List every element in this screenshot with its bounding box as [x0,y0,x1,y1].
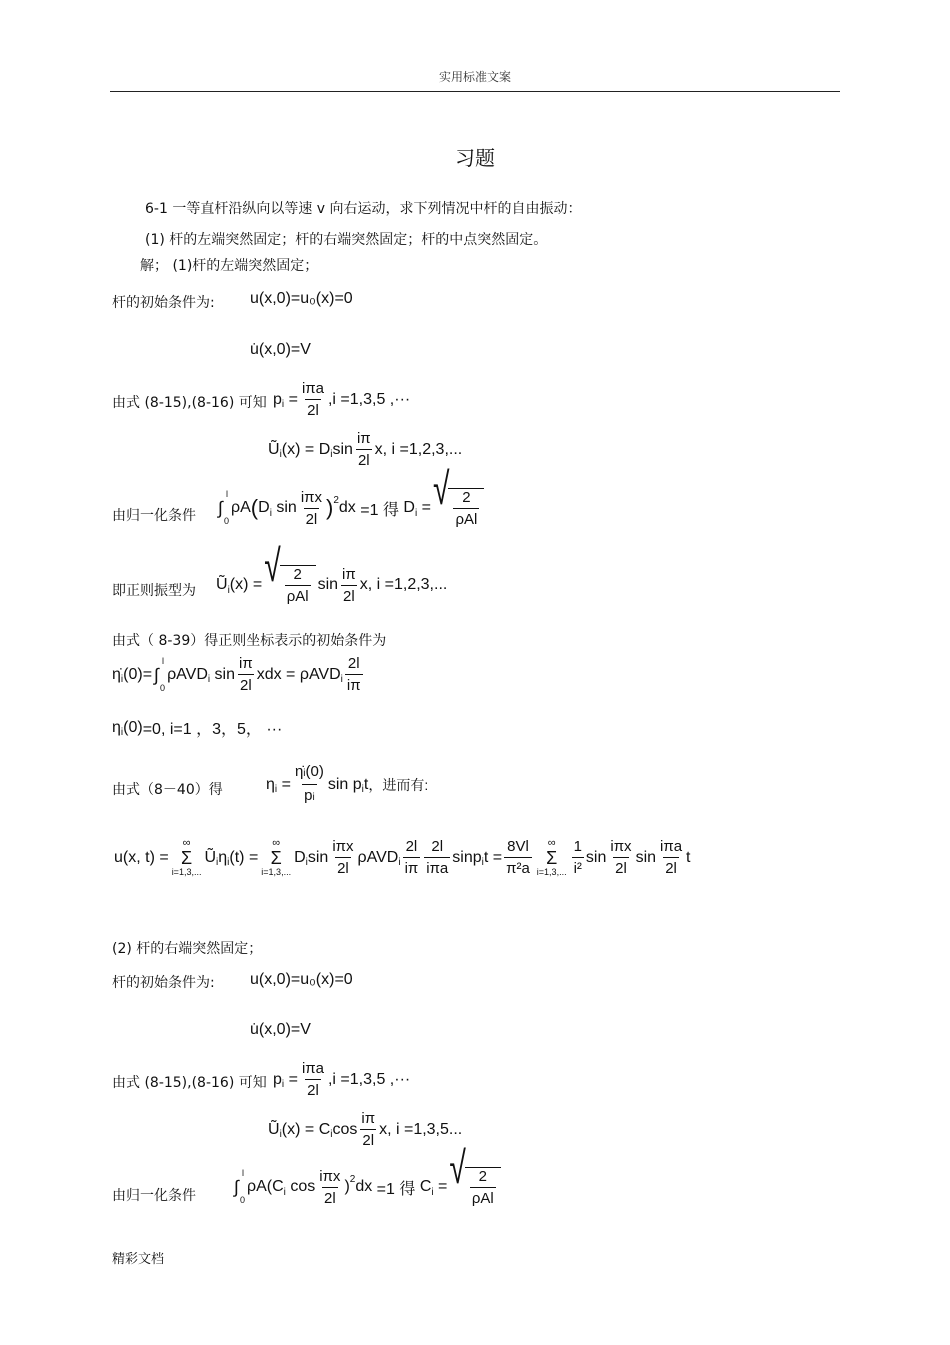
solution-case1: 解； (1)杆的左端突然固定； [140,258,319,274]
normalization-label-2: 由归一化条件 [112,1188,196,1204]
mode-function-eq-2: Ũ i (x) = C i cos $\frac{i\pi}{2l}$ x, i =1,3,5... [268,1110,463,1149]
initial-displacement-eq: u(x,0)=u₀(x)=0 [250,290,353,307]
eta-initial-eq: η i (0) =0, i=1 ，3，5， ··· [112,718,283,738]
initial-condition-label: 杆的初始条件为: [112,295,215,311]
eta-dot-initial-eq: η̇ i (0)= l ∫ 0 ρAVD i sin $\frac{i\pi}{2l}$ xdx = ρAVD i $\frac{2l}{i\pi}$ [112,655,361,694]
eq-8-40-label: 由式（8－40）得 [112,782,223,798]
frequency-label-2: 由式 (8-15),(8-16) 可知 [112,1075,267,1091]
initial-velocity-eq: u̇(x,0)=V [250,341,311,358]
normal-mode-eq: Ũ i (x) = √ $\frac{2}{\text{ρAl}}$ sin $\frac{i\pi}{2l}$ x, i =1,2,3,... [216,542,448,605]
problem-statement: 6-1 一等直杆沿纵向以等速 v 向右运动，求下列情况中杆的自由振动： [145,201,582,217]
normalization-label: 由归一化条件 [112,508,196,524]
eta-solution-eq: η i = $\frac{\etȧi(0)}{pi}$ sin p i t ，进而有: [266,763,429,804]
page-header: 实用标准文案 [438,70,511,84]
normal-coordinate-label: 由式（ 8-39）得正则坐标表示的初始条件为 [112,633,387,649]
response-eq: u(x, t) = ∞ Σ i=1,3,... Ũ i η i (t) = ∞ Σ i=1,3,... D i sin $\frac{\text{iπx}}{2l}$ ρAVD i $\frac{2l}{i\pi}$ $\frac{2l}{\text{iπa}}$ sinp i t = $\frac{8Vl}{\text{π²a}}$ ∞ Σ i=1,3,... $\frac{1}{\text{i²}}$ sin $\frac{\text{iπx}}{2l}$ sin $\frac{\text{iπa}}{2l}$ t [114,837,691,877]
problem-cases: (1) 杆的左端突然固定；杆的右端突然固定；杆的中点突然固定。 [145,232,548,248]
frequency-eq: p i = $\frac{\text{iπa}}{2l}$ ,i =1,3,5 ,··· [273,380,411,419]
initial-velocity-eq-2: u̇(x,0)=V [250,1021,311,1038]
frequency-eq-2: p i = $\frac{\text{iπa}}{2l}$ ,i =1,3,5 ,··· [273,1060,411,1099]
mode-function-eq: Ũ i (x) = D i sin $\frac{i\pi}{2l}$ x, i =1,2,3,... [268,430,463,469]
header-rule [110,91,840,92]
frequency-label: 由式 (8-15),(8-16) 可知 [112,395,267,411]
initial-condition-label-2: 杆的初始条件为: [112,975,215,991]
normal-mode-label: 即正则振型为 [112,583,196,599]
normalization-eq-2: l ∫ 0 ρA(C i cos $\frac{\text{iπx}}{2l}$ ) 2 dx =1 得 C i = √ $\frac{2}{\text{ρAl}}$ [232,1167,503,1207]
page-footer: 精彩文档 [112,1252,165,1267]
normalization-eq: l ∫ 0 ρA ( D i sin $\frac{\text{iπx}}{2l}$ ) 2 dx =1 得 D i = √ $\frac{2}{\text{ρAl}}$ [216,488,486,528]
initial-displacement-eq-2: u(x,0)=u₀(x)=0 [250,971,353,988]
page-title: 习题 [455,146,495,170]
case2-heading: (2) 杆的右端突然固定； [112,941,263,957]
